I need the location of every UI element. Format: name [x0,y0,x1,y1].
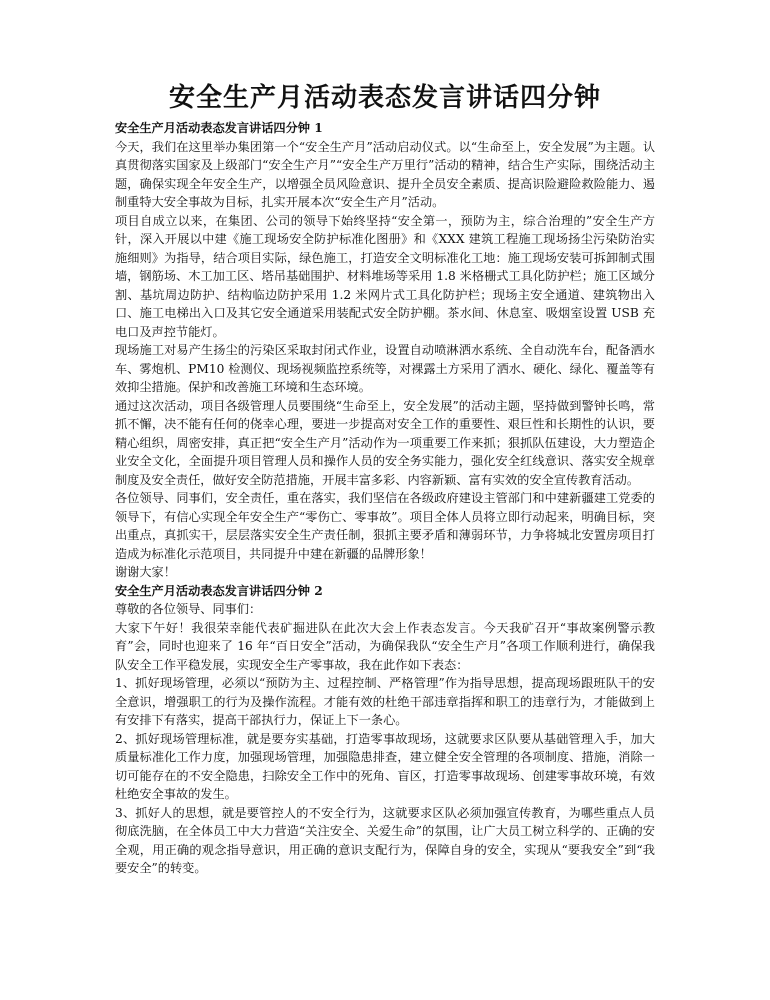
paragraph: 大家下午好！我很荣幸能代表矿掘进队在此次大会上作表态发言。今天我矿召开“事故案例警示教育”会，同时也迎来了 16 年“百日安全”活动，为确保我队“安全生产月”各项工作顺利进行，确保我队安全工作平稳发展，实现安全生产零事故，我在此作如下表态： [115,620,655,672]
paragraph: 各位领导、同事们，安全责任，重在落实，我们坚信在各级政府建设主管部门和中建新疆建工党委的领导下，有信心实现全年安全生产“零伤亡、零事故”。项目全体人员将立即行动起来，明确目标，突出重点，真抓实干，层层落实安全生产责任制，狠抓主要矛盾和薄弱环节，力争将城北安置房项目打造成为标准化示范项目，共同提升中建在新疆的品牌形象！ [115,491,655,561]
document-title: 安全生产月活动表态发言讲话四分钟 [168,83,601,113]
paragraph: 2、抓好现场管理标准，就是要夯实基础，打造零事故现场，这就要求区队要从基础管理入手，加大质量标准化工作力度，加强现场管理，加强隐患排查，建立健全安全管理的各项制度、措施，消除一切可能存在的不安全隐患，扫除安全工作中的死角、盲区，打造零事故现场、创建零事故环境，有效杜绝安全事故的发生。 [115,731,655,801]
paragraph: 尊敬的各位领导、同事们： [115,602,262,616]
paragraph: 谢谢大家！ [115,565,176,579]
paragraph: 3、抓好人的思想，就是要管控人的不安全行为，这就要求区队必须加强宣传教育，为哪些重点人员彻底洗脑，在全体员工中大力营造“关注安全、关爱生命”的氛围，让广大员工树立科学的、正确的安全观，用正确的观念指导意识，用正确的意识支配行为，保障自身的安全，实现从“要我安全”到“我要安全”的转变。 [115,805,655,875]
section-heading: 安全生产月活动表态发言讲话四分钟 2 [115,583,323,598]
document-body [115,119,655,878]
paragraph: 现场施工对易产生扬尘的污染区采取封闭式作业，设置自动喷淋洒水系统、全自动洗车台，配备洒水车、雾炮机、PM10 检测仪、现场视频监控系统等，对裸露土方采用了洒水、硬化、绿化、覆盖等有效抑尘措施。保护和改善施工环境和生态环境。 [115,343,655,394]
paragraph: 项目自成立以来，在集团、公司的领导下始终坚持“安全第一，预防为主，综合治理的”安全生产方针，深入开展以中建《施工现场安全防护标准化图册》和《XXX 建筑工程施工现场扬尘污染防治实施细则》为指导，结合项目实际，绿色施工，打造安全文明标准化工地：施工现场安装可拆卸制式围墙，钢筋场、木工加工区、塔吊基础围护、材料堆场等采用 1.8 米格栅式工具化防护栏；施工区域分割、基坑周边防护、结构临边防护采用 1.2 米网片式工具化防护栏；现场主安全通道、建筑物出入口、施工电梯出入口及其它安全通道采用装配式安全防护棚。茶水间、休息室、吸烟室设置 USB 充电口及声控节能灯。 [115,213,655,339]
section-heading: 安全生产月活动表态发言讲话四分钟 1 [115,121,323,135]
paragraph: 1、抓好现场管理，必须以“预防为主、过程控制、严格管理”作为指导思想，提高现场跟班队干的安全意识，增强职工的行为及操作流程。才能有效的杜绝干部违章指挥和职工的违章行为，才能做到上有安排下有落实，提高干部执行力，保证上下一条心。 [115,676,655,727]
paragraph: 通过这次活动，项目各级管理人员要围绕“生命至上，安全发展”的活动主题，坚持做到警钟长鸣，常抓不懈，决不能有任何的侥幸心理，要进一步提高对安全工作的重要性、艰巨性和长期性的认识，要精心组织，周密安排，真正把“安全生产月”活动作为一项重要工作来抓；狠抓队伍建设，大力塑造企业安全文化，全面提升项目管理人员和操作人员的安全务实能力，强化安全红线意识、落实安全规章制度及安全责任，做好安全防范措施，开展丰富多彩、内容新颖、富有实效的安全宣传教育活动。 [115,398,655,487]
paragraph: 今天，我们在这里举办集团第一个“安全生产月”活动启动仪式。以“生命至上，安全发展”为主题。认真贯彻落实国家及上级部门“安全生产月”“安全生产万里行”活动的精神，结合生产实际，围绕活动主题，确保实现全年安全生产，以增强全员风险意识、提升全员安全素质、提高识险避险救险能力、遏制重特大安全事故为目标，扎实开展本次“安全生产月”活动。 [115,139,655,209]
